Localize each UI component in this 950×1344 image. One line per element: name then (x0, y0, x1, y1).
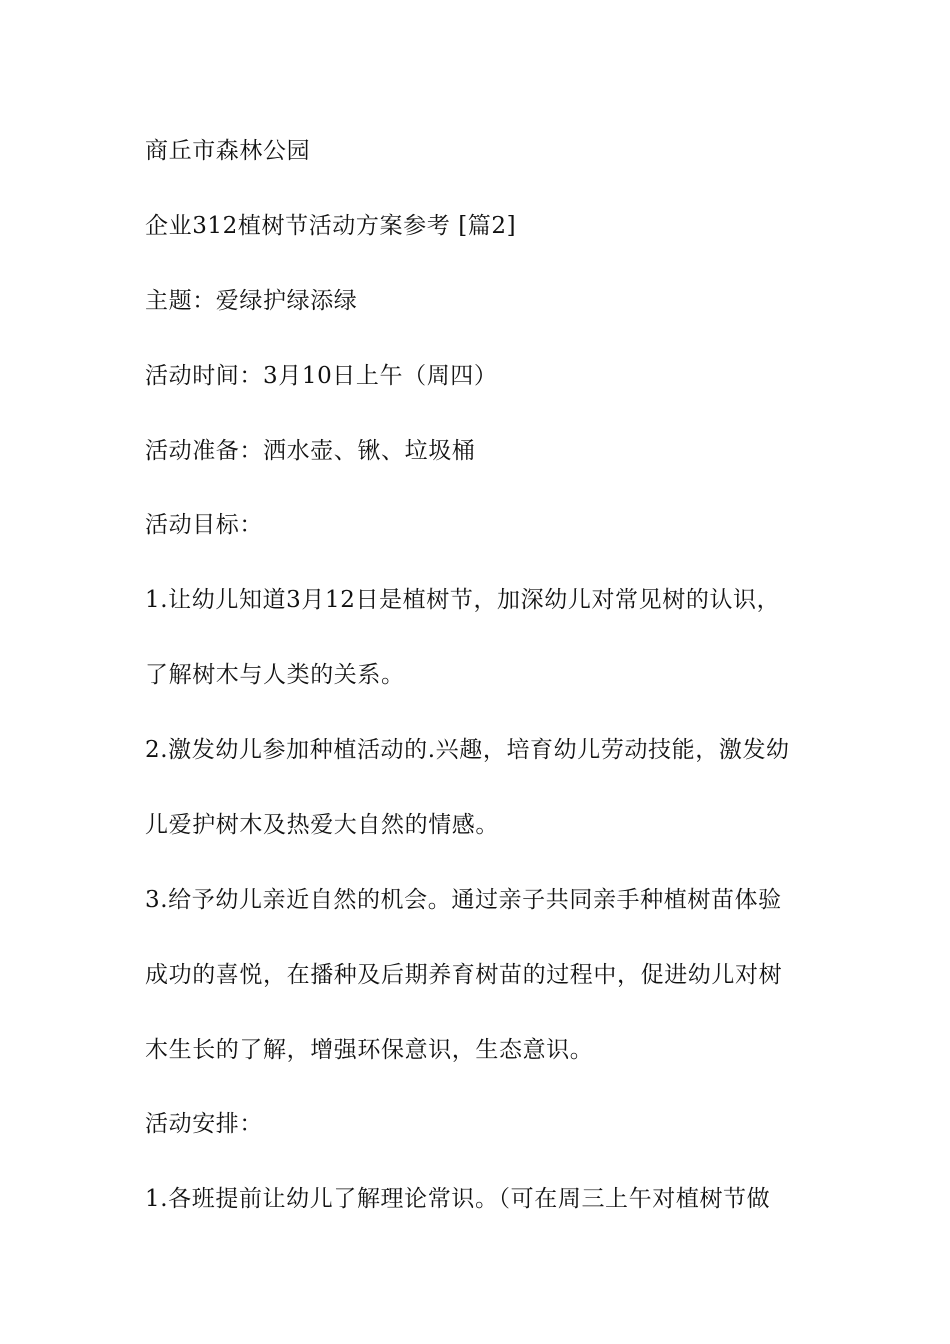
text-line-preparation: 活动准备：洒水壶、锹、垃圾桶 (145, 438, 476, 464)
text-line-arrangement-heading: 活动安排： (145, 1111, 263, 1137)
text-line-goal-3: 3.给予幼儿亲近自然的机会。通过亲子共同亲手种植树苗体验 (145, 887, 782, 913)
text-line-goal-3-cont-1: 成功的喜悦，在播种及后期养育树苗的过程中，促进幼儿对树 (145, 962, 783, 988)
text-line-theme: 主题：爱绿护绿添绿 (145, 288, 358, 314)
text-line-goal-2-cont: 儿爱护树木及热爱大自然的情感。 (145, 812, 499, 838)
text-line-goal-2: 2.激发幼儿参加种植活动的.兴趣，培育幼儿劳动技能，激发幼 (145, 737, 790, 763)
text-line-time: 活动时间：3月10日上午（周四） (145, 363, 498, 389)
text-line-arrangement-1: 1.各班提前让幼儿了解理论常识。（可在周三上午对植树节做 (145, 1186, 771, 1212)
text-line-goal-3-cont-2: 木生长的了解，增强环保意识，生态意识。 (145, 1037, 594, 1063)
text-line-goals-heading: 活动目标： (145, 512, 263, 538)
text-line-location: 商丘市森林公园 (145, 138, 311, 164)
text-line-goal-1-cont: 了解树木与人类的关系。 (145, 662, 405, 688)
text-line-title: 企业312植树节活动方案参考 [篇2] (145, 213, 517, 239)
text-line-goal-1: 1.让幼儿知道3月12日是植树节，加深幼儿对常见树的认识， (145, 587, 781, 613)
